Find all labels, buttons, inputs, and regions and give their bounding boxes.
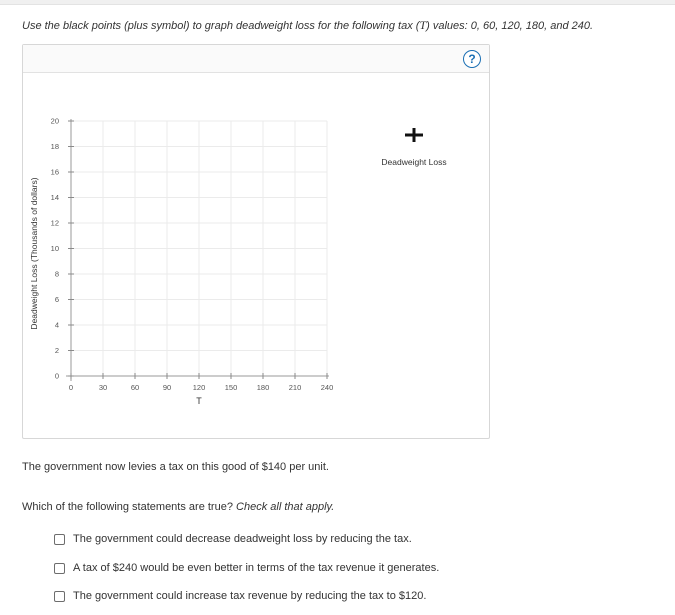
legend-label: Deadweight Loss: [381, 157, 447, 167]
deadweight-loss-graph[interactable]: [23, 45, 489, 438]
graph-panel: [22, 44, 490, 439]
checkbox-2[interactable]: [54, 563, 65, 574]
y-tick-label: 10: [50, 244, 59, 253]
y-tick-label: 0: [54, 371, 59, 381]
y-tick-label: 8: [54, 269, 59, 279]
x-axis-title: T: [196, 396, 202, 406]
tax-symbol: T: [419, 18, 427, 32]
x-tick-label: 240: [320, 383, 334, 392]
x-tick-label: 210: [288, 383, 302, 392]
x-tick-label: 30: [98, 383, 108, 392]
x-tick-label: 120: [192, 383, 206, 392]
option-label: The government could decrease deadweight loss by reducing the tax.: [73, 533, 412, 545]
instruction-text: Use the black points (plus symbol) to graph deadweight loss for the following tax (T) values: 0, 60, 120, 180, and 240.: [22, 18, 594, 32]
y-tick-label: 14: [50, 193, 59, 202]
y-tick-label: 20: [50, 116, 59, 126]
help-icon[interactable]: ?: [463, 50, 481, 68]
option-decrease-dwl[interactable]: [54, 532, 412, 546]
option-tax-240[interactable]: [54, 561, 439, 575]
y-tick-label: 16: [50, 167, 59, 177]
x-tick-label: 60: [130, 383, 140, 392]
plus-icon[interactable]: [405, 128, 423, 142]
y-tick-label: 6: [54, 295, 59, 304]
tax-statement: The government now levies a tax on this good of $140 per unit.: [22, 461, 329, 473]
y-tick-label: 18: [50, 142, 59, 151]
option-increase-revenue[interactable]: [54, 589, 426, 603]
y-tick-label: 4: [54, 320, 59, 330]
y-tick-label: 12: [50, 218, 59, 228]
option-label: The government could increase tax revenue by reducing the tax to $120.: [73, 590, 427, 602]
x-tick-label: 90: [162, 383, 172, 392]
checkbox-3[interactable]: [54, 591, 65, 602]
x-tick-label: 180: [256, 383, 270, 392]
y-axis-title: Deadweight Loss (Thousands of dollars): [29, 177, 39, 330]
x-tick-label: 150: [224, 383, 238, 392]
x-tick-label: 0: [68, 383, 74, 392]
y-tick-label: 2: [54, 346, 59, 355]
top-divider: [0, 0, 675, 5]
option-label: A tax of $240 would be even better in terms of the tax revenue it generates.: [73, 562, 440, 574]
question-prompt: Which of the following statements are true? Check all that apply.: [22, 501, 335, 513]
checkbox-1[interactable]: [54, 534, 65, 545]
